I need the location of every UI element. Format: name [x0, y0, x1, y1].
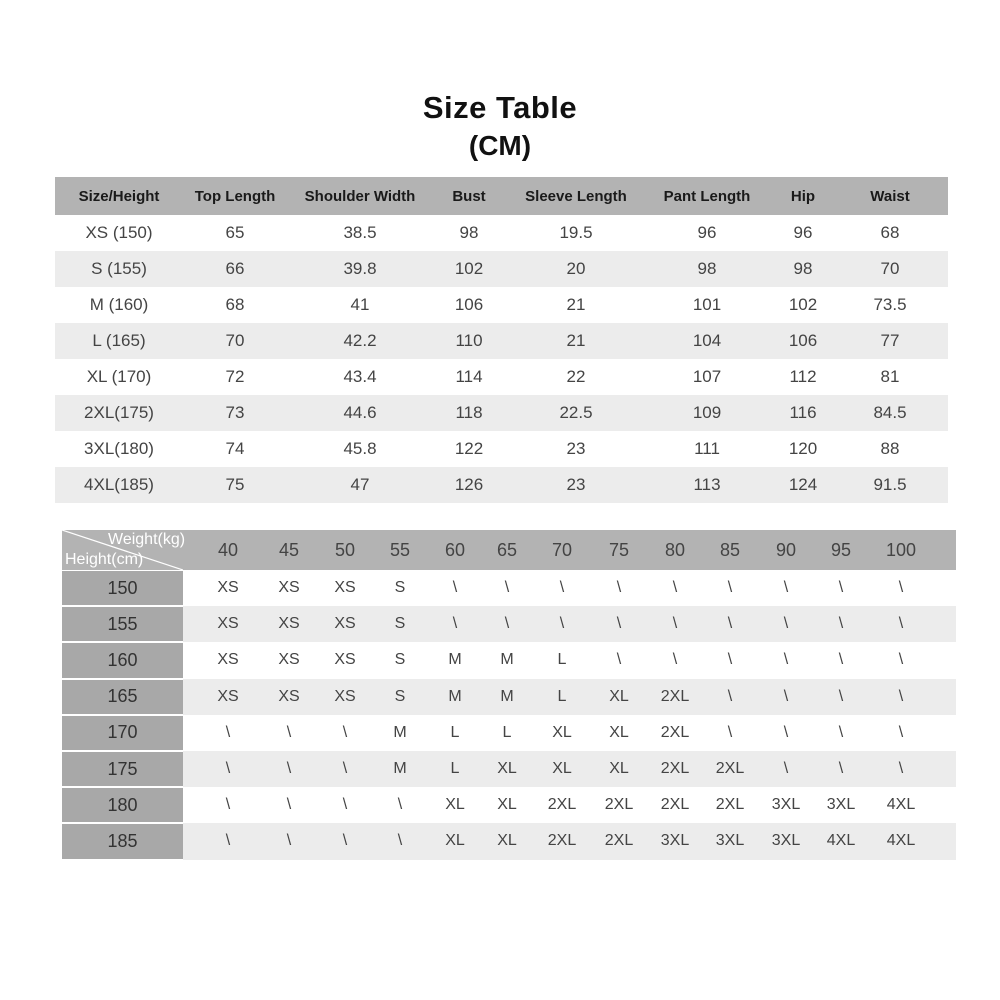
size-cell: L	[557, 651, 567, 669]
size-table	[55, 177, 948, 503]
measurement-cell: 112	[789, 367, 817, 386]
size-cell: 2XL	[660, 687, 690, 705]
size-cell: XS	[334, 651, 356, 669]
measurement-cell: 102	[788, 295, 818, 314]
size-cell: S	[394, 579, 406, 597]
weight-height-table	[62, 530, 956, 860]
table-row	[62, 715, 956, 751]
column-header: Pant Length	[663, 187, 751, 205]
size-cell: XL	[497, 796, 517, 814]
weight-column-header: 65	[496, 539, 518, 560]
size-cell: \	[504, 579, 510, 597]
size-cell: \	[898, 615, 904, 633]
measurement-cell: 118	[455, 403, 483, 422]
unit-label: (CM)	[468, 130, 532, 161]
measurement-cell: 65	[225, 223, 245, 242]
measurement-cell: 73	[225, 403, 245, 422]
size-cell: \	[225, 723, 231, 741]
size-cell: \	[342, 723, 348, 741]
size-label: 3XL(180)	[84, 439, 154, 458]
size-cell: \	[286, 760, 292, 778]
size-cell: \	[783, 615, 789, 633]
measurement-cell: 109	[692, 403, 722, 422]
size-cell: \	[783, 687, 789, 705]
measurement-cell: 21	[566, 331, 586, 350]
measurement-cell: 42.2	[343, 331, 377, 350]
size-cell: \	[783, 723, 789, 741]
measurement-cell: 107	[692, 367, 722, 386]
table-row	[62, 679, 956, 715]
size-cell: S	[394, 615, 406, 633]
size-cell: \	[397, 832, 403, 850]
size-cell: L	[557, 687, 567, 705]
size-cell: L	[450, 723, 460, 741]
size-cell: \	[672, 615, 678, 633]
measurement-cell: 101	[692, 295, 722, 314]
size-cell: \	[397, 796, 403, 814]
table-row	[62, 823, 956, 859]
measurement-cell: 81	[880, 367, 900, 386]
measurement-cell: 70	[225, 331, 245, 350]
size-label: L (165)	[92, 331, 146, 350]
size-cell: \	[838, 579, 844, 597]
size-cell: 2XL	[604, 832, 634, 850]
measurement-cell: 21	[566, 295, 586, 314]
size-cell: \	[898, 651, 904, 669]
size-cell: M	[448, 651, 462, 669]
measurement-cell: 96	[793, 223, 813, 242]
size-cell: \	[838, 760, 844, 778]
height-label: 185	[62, 824, 183, 858]
size-cell: M	[500, 651, 514, 669]
size-cell: \	[559, 579, 565, 597]
height-label: 155	[62, 607, 183, 641]
size-label: S (155)	[91, 259, 147, 278]
column-header: Size/Height	[78, 187, 160, 205]
measurement-cell: 74	[225, 439, 245, 458]
size-cell: \	[286, 832, 292, 850]
size-cell: 3XL	[826, 796, 856, 814]
size-cell: XS	[334, 687, 356, 705]
size-cell: 2XL	[660, 760, 690, 778]
measurement-cell: 126	[454, 475, 484, 494]
weight-axis-label: Weight(kg)	[108, 531, 186, 548]
weight-column-header: 45	[278, 539, 300, 560]
corner-header	[62, 530, 186, 570]
measurement-cell: 106	[454, 295, 484, 314]
size-cell: \	[898, 579, 904, 597]
size-cell: \	[286, 723, 292, 741]
height-label: 165	[62, 680, 183, 714]
size-cell: S	[394, 687, 406, 705]
column-header: Shoulder Width	[304, 187, 416, 205]
size-cell: \	[838, 687, 844, 705]
table-row	[55, 287, 948, 323]
size-cell: XS	[334, 615, 356, 633]
measurement-cell: 111	[694, 439, 720, 458]
weight-column-header: 60	[444, 539, 466, 560]
size-cell: \	[616, 651, 622, 669]
size-label: M (160)	[89, 295, 149, 314]
table-row	[55, 251, 948, 287]
size-cell: XL	[497, 760, 517, 778]
size-cell: \	[342, 796, 348, 814]
size-cell: \	[727, 687, 733, 705]
table-row	[55, 215, 948, 251]
size-cell: \	[783, 579, 789, 597]
size-cell: 3XL	[771, 796, 801, 814]
measurement-cell: 43.4	[343, 367, 377, 386]
measurement-cell: 68	[225, 295, 245, 314]
column-header: Bust	[452, 187, 486, 205]
size-cell: \	[225, 760, 231, 778]
measurement-cell: 98	[793, 259, 813, 278]
size-cell: 2XL	[660, 796, 690, 814]
size-cell: 4XL	[886, 796, 916, 814]
size-cell: M	[393, 723, 407, 741]
measurement-cell: 41	[350, 295, 370, 314]
size-cell: \	[838, 723, 844, 741]
size-cell: 4XL	[886, 832, 916, 850]
column-header: Sleeve Length	[525, 187, 627, 205]
size-cell: \	[727, 651, 733, 669]
size-cell: XL	[552, 760, 572, 778]
size-cell: M	[448, 687, 462, 705]
size-cell: \	[452, 579, 458, 597]
size-cell: \	[727, 579, 733, 597]
weight-column-header: 70	[551, 539, 573, 560]
size-cell: \	[783, 760, 789, 778]
measurement-cell: 72	[225, 367, 245, 386]
size-cell: \	[616, 615, 622, 633]
weight-column-header: 85	[719, 539, 741, 560]
measurement-cell: 114	[455, 367, 483, 386]
weight-column-header: 100	[885, 539, 917, 560]
size-cell: XL	[609, 760, 629, 778]
table-row	[62, 642, 956, 678]
measurement-cell: 23	[566, 475, 586, 494]
measurement-cell: 73.5	[873, 295, 907, 314]
measurement-cell: 98	[459, 223, 479, 242]
measurement-cell: 19.5	[559, 223, 593, 242]
size-cell: XS	[217, 615, 239, 633]
size-cell: 2XL	[547, 832, 577, 850]
size-cell: L	[450, 760, 460, 778]
size-cell: XL	[552, 723, 572, 741]
table-row	[62, 751, 956, 787]
table-row	[62, 787, 956, 823]
table-row	[55, 323, 948, 359]
table-row	[55, 395, 948, 431]
measurement-cell: 84.5	[873, 403, 907, 422]
size-cell: \	[559, 615, 565, 633]
column-header: Top Length	[194, 187, 276, 205]
height-label: 170	[62, 716, 183, 750]
size-label: XL (170)	[86, 367, 152, 386]
height-axis-label: Height(cm)	[65, 551, 144, 568]
measurement-cell: 68	[880, 223, 900, 242]
size-cell: \	[342, 832, 348, 850]
size-cell: \	[342, 760, 348, 778]
size-cell: \	[898, 723, 904, 741]
measurement-cell: 120	[788, 439, 818, 458]
measurement-cell: 77	[880, 331, 900, 350]
size-cell: \	[727, 723, 733, 741]
size-cell: XS	[278, 615, 300, 633]
weight-column-header: 40	[217, 539, 239, 560]
size-cell: XS	[217, 651, 239, 669]
size-cell: 2XL	[547, 796, 577, 814]
measurement-cell: 22	[566, 367, 586, 386]
measurement-cell: 113	[693, 475, 721, 494]
size-cell: XS	[334, 579, 356, 597]
size-cell: XL	[609, 723, 629, 741]
size-cell: XS	[278, 651, 300, 669]
size-cell: \	[504, 615, 510, 633]
height-label: 180	[62, 788, 183, 822]
size-cell: 2XL	[715, 796, 745, 814]
table-row	[55, 467, 948, 503]
measurement-cell: 106	[788, 331, 818, 350]
size-cell: XL	[445, 796, 465, 814]
measurement-cell: 104	[692, 331, 722, 350]
table-row	[62, 606, 956, 642]
size-cell: \	[898, 760, 904, 778]
size-cell: M	[393, 760, 407, 778]
measurement-cell: 110	[455, 331, 483, 350]
table-row	[55, 359, 948, 395]
size-cell: M	[500, 687, 514, 705]
measurement-cell: 47	[350, 475, 370, 494]
size-cell: XL	[609, 687, 629, 705]
weight-column-header: 55	[389, 539, 411, 560]
measurement-cell: 96	[697, 223, 717, 242]
size-cell: \	[838, 651, 844, 669]
size-cell: \	[616, 579, 622, 597]
column-header: Waist	[870, 187, 910, 205]
size-cell: XS	[278, 687, 300, 705]
size-cell: 3XL	[715, 832, 745, 850]
size-cell: 3XL	[660, 832, 690, 850]
height-label: 160	[62, 643, 183, 677]
weight-column-header: 95	[830, 539, 852, 560]
size-cell: XL	[445, 832, 465, 850]
page-title: Size Table	[422, 90, 578, 125]
size-cell: 2XL	[604, 796, 634, 814]
measurement-cell: 91.5	[873, 475, 907, 494]
size-cell: \	[898, 687, 904, 705]
height-label: 150	[62, 571, 183, 605]
measurement-cell: 44.6	[343, 403, 377, 422]
size-cell: \	[672, 651, 678, 669]
measurement-cell: 98	[697, 259, 717, 278]
size-cell: L	[502, 723, 512, 741]
size-cell: \	[672, 579, 678, 597]
size-cell: \	[225, 832, 231, 850]
size-label: 2XL(175)	[84, 403, 154, 422]
size-table-header	[55, 177, 948, 215]
size-cell: XS	[217, 687, 239, 705]
size-cell: \	[452, 615, 458, 633]
measurement-cell: 88	[880, 439, 900, 458]
size-cell: 2XL	[660, 723, 690, 741]
measurement-cell: 116	[789, 403, 817, 422]
size-cell: XS	[217, 579, 239, 597]
size-cell: 2XL	[715, 760, 745, 778]
size-cell: \	[838, 615, 844, 633]
measurement-cell: 75	[225, 475, 245, 494]
size-cell: XS	[278, 579, 300, 597]
table-row	[62, 570, 956, 606]
measurement-cell: 22.5	[559, 403, 593, 422]
weight-column-header: 90	[775, 539, 797, 560]
measurement-cell: 102	[454, 259, 484, 278]
weight-column-header: 75	[608, 539, 630, 560]
size-cell: \	[225, 796, 231, 814]
size-cell: \	[783, 651, 789, 669]
measurement-cell: 45.8	[343, 439, 377, 458]
column-header: Hip	[790, 187, 816, 205]
measurement-cell: 70	[880, 259, 900, 278]
weight-column-header: 80	[664, 539, 686, 560]
weight-header-row	[62, 530, 956, 570]
size-cell: \	[727, 615, 733, 633]
size-cell: \	[286, 796, 292, 814]
size-cell: XL	[497, 832, 517, 850]
height-label: 175	[62, 752, 183, 786]
measurement-cell: 122	[454, 439, 484, 458]
size-cell: 3XL	[771, 832, 801, 850]
measurement-cell: 20	[566, 259, 586, 278]
measurement-cell: 66	[225, 259, 245, 278]
measurement-cell: 39.8	[343, 259, 377, 278]
measurement-cell: 23	[566, 439, 586, 458]
table-row	[55, 431, 948, 467]
measurement-cell: 38.5	[343, 223, 377, 242]
size-label: XS (150)	[85, 223, 153, 242]
size-cell: 4XL	[826, 832, 856, 850]
measurement-cell: 124	[788, 475, 818, 494]
weight-column-header: 50	[334, 539, 356, 560]
size-cell: S	[394, 651, 406, 669]
size-label: 4XL(185)	[84, 475, 154, 494]
